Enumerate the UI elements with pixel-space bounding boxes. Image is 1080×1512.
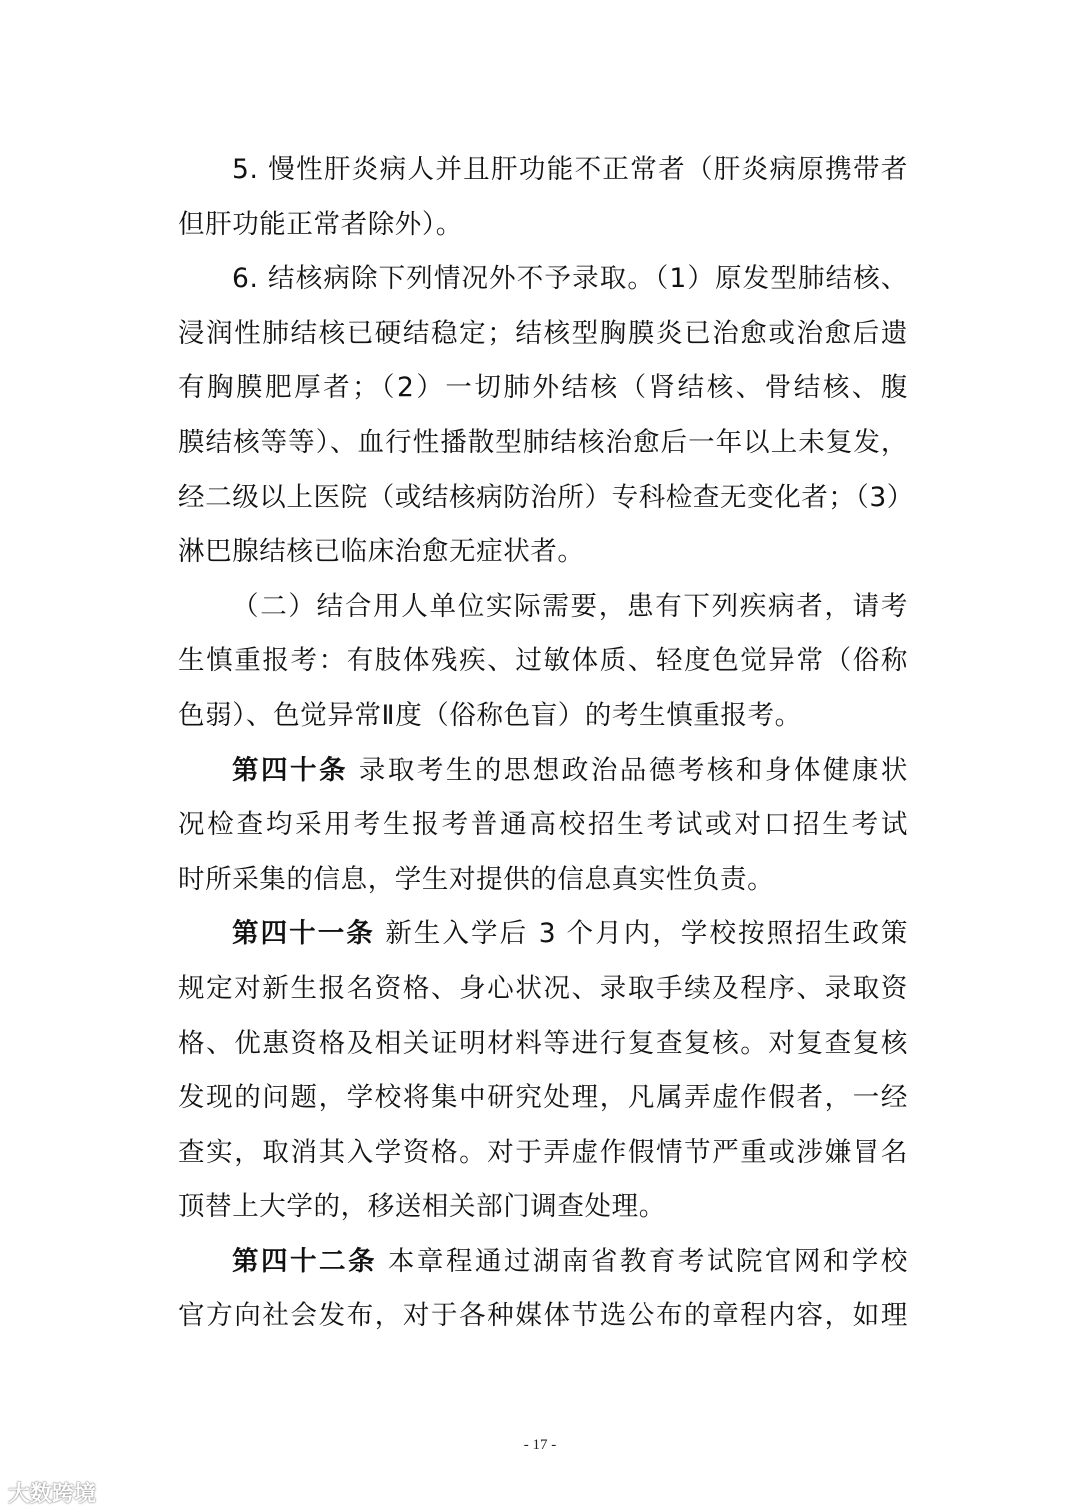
text-line	[178, 1024, 908, 1079]
line-text: 6. 结核病除下列情况外不予录取。（1）原发型肺结核、	[232, 263, 908, 295]
article-heading: 第四十条	[232, 754, 348, 786]
text-line	[178, 1133, 908, 1188]
line-text: 查实，取消其入学资格。对于弄虚作假情节严重或涉嫌冒名	[178, 1136, 908, 1168]
line-text: 有胸膜肥厚者；（2）一切肺外结核（肾结核、骨结核、腹	[178, 372, 908, 404]
line-text: 况检查均采用考生报考普通高校招生考试或对口招生考试	[178, 809, 908, 841]
line-text: 膜结核等等）、血行性播散型肺结核治愈后一年以上未复发，	[178, 426, 908, 458]
line-text: 色弱）、色觉异常Ⅱ度（俗称色盲）的考生慎重报考。	[178, 699, 802, 731]
line-text: 发现的问题，学校将集中研究处理，凡属弄虚作假者，一经	[178, 1082, 908, 1114]
line-text: 淋巴腺结核已临床治愈无症状者。	[178, 536, 585, 568]
text-line	[178, 368, 908, 423]
text-line	[178, 423, 908, 478]
line-text: 规定对新生报名资格、身心状况、录取手续及程序、录取资	[178, 972, 908, 1004]
text-line	[178, 969, 908, 1024]
text-line	[178, 587, 908, 642]
line-text: 格、优惠资格及相关证明材料等进行复查复核。对复查复核	[178, 1027, 908, 1059]
text-line	[178, 1187, 908, 1242]
line-text: （二）结合用人单位实际需要，患有下列疾病者，请考	[232, 590, 908, 622]
line-text: 官方向社会发布，对于各种媒体节选公布的章程内容，如理	[178, 1300, 908, 1332]
line-text: 录取考生的思想政治品德考核和身体健康状	[348, 754, 908, 786]
text-line	[178, 1296, 908, 1351]
article-heading: 第四十一条	[232, 918, 375, 950]
page-number: - 17 -	[523, 1437, 557, 1453]
line-text: 5. 慢性肝炎病人并且肝功能不正常者（肝炎病原携带者	[232, 154, 908, 185]
article-heading: 第四十二条	[232, 1245, 377, 1277]
text-line	[178, 641, 908, 696]
text-line	[178, 532, 908, 587]
text-line	[178, 1078, 908, 1133]
line-text: 时所采集的信息，学生对提供的信息真实性负责。	[178, 863, 775, 895]
text-line	[178, 751, 908, 806]
line-text: 但肝功能正常者除外）。	[178, 208, 463, 240]
line-text: 新生入学后 3 个月内，学校按照招生政策	[374, 918, 909, 950]
line-text: 生慎重报考：有肢体残疾、过敏体质、轻度色觉异常（俗称	[178, 645, 908, 677]
text-line	[178, 314, 908, 369]
line-text: 浸润性肺结核已硬结稳定；结核型胸膜炎已治愈或治愈后遗	[178, 317, 908, 349]
text-line	[178, 914, 908, 969]
line-text: 经二级以上医院（或结核病防治所）专科检查无变化者；（3）	[178, 481, 914, 513]
text-line	[178, 478, 914, 533]
line-text: 顶替上大学的，移送相关部门调查处理。	[178, 1191, 666, 1223]
text-line	[178, 205, 908, 260]
text-line	[178, 259, 908, 314]
watermark-logo: 大数跨境	[8, 1482, 97, 1507]
text-line	[178, 696, 908, 751]
line-text: 本章程通过湖南省教育考试院官网和学校	[377, 1245, 909, 1277]
text-line	[178, 1242, 908, 1297]
text-line	[178, 150, 908, 205]
text-line	[178, 805, 908, 860]
document-body	[178, 150, 914, 1351]
text-line	[178, 860, 908, 915]
